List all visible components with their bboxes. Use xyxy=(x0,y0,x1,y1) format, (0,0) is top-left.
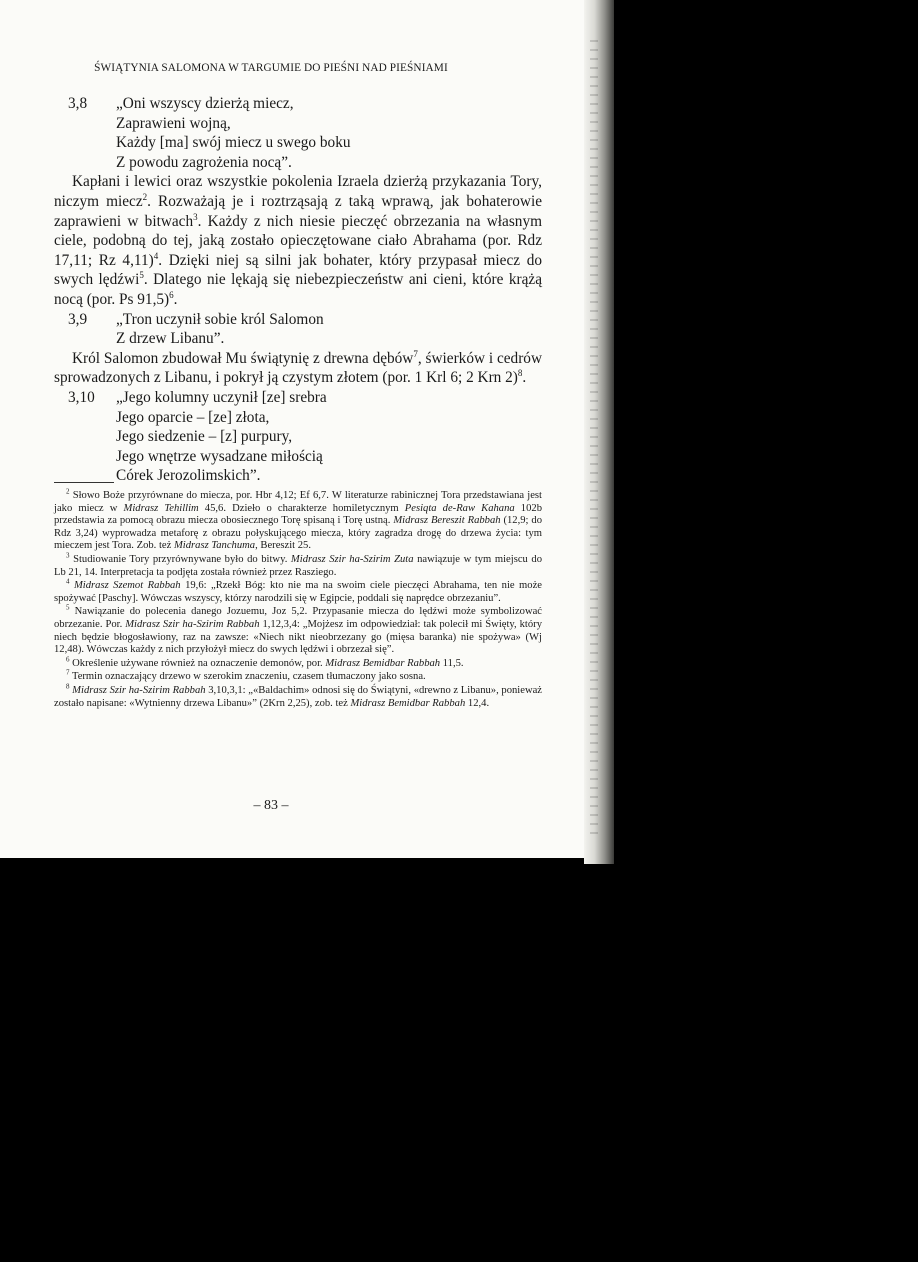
text-run: Słowo Boże przyrównane do miecza, por. Hbr 4,12; Ef 6,7. W literaturze rabinicznej Tora przedstawiana jest jako miecz w xyxy=(54,490,542,514)
text-run: . Dzięki niej są silni jak bohater, który przypasał miecz do swych lędźwi xyxy=(54,251,542,289)
text-run: Termin oznaczający drzewo w szerokim znaczeniu, czasem tłumaczony jako sosna. xyxy=(71,671,426,683)
italic-title: Midrasz Tanchuma xyxy=(173,540,256,552)
verse-lines xyxy=(116,310,542,349)
footnote-reference: 5 xyxy=(139,270,144,281)
text-run: Określenie używane również na oznaczenie demonów, por. xyxy=(72,657,326,669)
footnote-reference: 7 xyxy=(413,348,418,359)
footnote xyxy=(54,551,542,579)
footnote-reference: 6 xyxy=(169,289,174,300)
footnote-number: 3 xyxy=(66,551,70,560)
footnote-number: 4 xyxy=(66,577,70,586)
text-run: 11,5. xyxy=(440,657,464,669)
verse-line: Z powodu zagrożenia nocą”. xyxy=(116,153,292,171)
text-run: nawiązuje w tym miejscu do Lb 21, 14. Interpretacja ta podjęta została również przez Rasziego. xyxy=(54,553,542,578)
verse-block xyxy=(54,388,542,486)
italic-title: Midrasz Szemot Rabbah xyxy=(73,580,181,592)
text-run: Król Salomon zbudował Mu świątynię z drewna dębów xyxy=(72,349,414,367)
verse-line: Jego siedzenie – [z] purpury, xyxy=(116,428,293,446)
italic-title: Pesiqta de-Raw Kahana xyxy=(404,502,515,514)
verse-line: Jego oparcie – [ze] złota, xyxy=(116,408,270,426)
footnote xyxy=(54,603,543,656)
verse-line: Każdy [ma] swój miecz u swego boku xyxy=(116,134,351,152)
book-page xyxy=(0,0,595,858)
text-run: Studiowanie Tory przyrównywane było do bitwy. xyxy=(73,553,291,565)
italic-title: Midrasz Szir ha-Szirim Rabbah xyxy=(72,684,206,696)
verse-number: 3,9 xyxy=(68,310,88,328)
verse-line: Zaprawieni wojną, xyxy=(116,114,231,132)
verse-lines xyxy=(116,388,542,486)
footnote-number: 2 xyxy=(66,487,70,496)
text-run: . xyxy=(173,290,178,308)
verse-line: Z drzew Libanu”. xyxy=(116,330,225,348)
book-spine-texture xyxy=(590,40,598,840)
text-run: 45,6. Dzieło o charakterze homiletycznym xyxy=(198,502,405,514)
footnote-number: 7 xyxy=(66,668,70,677)
text-run: Nawiązanie do polecenia danego Jozuemu, Joz 5,2. Przypasanie miecza do lędźwi może symbolizować obrzezanie. Por. xyxy=(54,606,542,630)
verse-block xyxy=(54,94,542,172)
verse-line: „Tron uczynił sobie król Salomon xyxy=(116,310,324,328)
verse-number: 3,10 xyxy=(68,388,95,406)
footnote xyxy=(54,668,542,684)
commentary-paragraph xyxy=(54,172,542,309)
italic-title: Midrasz Szir ha-Szirim Zuta xyxy=(290,553,414,565)
text-run: . Rozważają je i roztrząsają z taką wprawą, jak bohaterowie zaprawieni w bitwach xyxy=(54,192,542,230)
italic-title: Midrasz Bereszit Rabbah xyxy=(393,515,501,527)
footnote-reference: 2 xyxy=(142,191,148,202)
footnote-number: 8 xyxy=(66,682,70,691)
footnotes xyxy=(54,487,543,711)
footnote xyxy=(54,682,542,710)
italic-title: Midrasz Bemidbar Rabbah xyxy=(350,697,466,709)
footnote xyxy=(54,655,542,671)
footnote-reference: 8 xyxy=(517,368,523,379)
verse-block xyxy=(54,310,542,349)
text-run: 102b przedstawia za pomocą obrazu miecza obosiecznego Torę spisaną i Torę ustną. xyxy=(54,502,542,527)
text-run: 19,6: „Rzekł Bóg: kto nie ma na swoim ciele pieczęci Abrahama, ten nie może spożywać [Paschy]. Wówczas wszyscy, którzy narodzili się w Egipcie, poddali się naprędce obrzezaniu”. xyxy=(54,580,542,604)
verse-lines xyxy=(116,94,542,172)
verse-line: Córek Jerozolimskich”. xyxy=(116,467,261,485)
verse-line: „Jego kolumny uczynił [ze] srebra xyxy=(116,388,327,406)
text-run: . xyxy=(522,369,527,387)
text-run: . Każdy z nich niesie pieczęć obrzezania na własnym ciele, podobną do tej, jaką zostało opieczętowane ciało Abrahama (por. Rdz 17,11; Rz 4,11) xyxy=(54,212,542,269)
footnote-reference: 3 xyxy=(193,211,198,222)
text-run: Kapłani i lewici oraz wszystkie pokolenia Izraela dzierżą przykazania Tory, niczym miecz xyxy=(54,173,542,210)
italic-title: Midrasz Bemidbar Rabbah xyxy=(325,657,441,669)
text-run: . Dlatego nie lękają się niebezpieczeństw ani cieni, które krążą nocą (por. Ps 91,5) xyxy=(54,271,543,308)
footnote-separator xyxy=(54,482,114,483)
footnote-reference: 4 xyxy=(153,250,159,261)
text-run: 1,12,3,4: „Mojżesz im odpowiedział: tak polecił mi Święty, który niech będzie błogosławiony, raz na zawsze: «Niech nikt nieobrzezany go (mięsa baranka) nie spożywa» (Wj 12,48). Wówczas każdy z nich przyłożył miecz do swych lędźwi i obrzezał się”. xyxy=(54,618,543,656)
text-run: 12,4. xyxy=(465,697,490,709)
text-run: , Bereszit 25. xyxy=(255,540,312,552)
running-head: ŚWIĄTYNIA SALOMONA W TARGUMIE DO PIEŚNI NAD PIEŚNIAMI xyxy=(94,62,448,74)
text-run: (12,9; do Rdz 3,24) wyprowadza metaforę z obrazu połyskującego miecza, który zagradza drogę do drzewa życia: tym mieczem jest Tora. Zob. też xyxy=(54,515,542,552)
main-text xyxy=(54,94,542,486)
page-number: – 83 – xyxy=(253,798,289,813)
footnote-number: 6 xyxy=(66,655,70,664)
text-run: , świerków i cedrów sprowadzonych z Libanu, i pokrył ją czystym złotem (por. 1 Krl 6; 2 Krn 2) xyxy=(54,349,542,387)
verse-number: 3,8 xyxy=(68,95,88,112)
footnote xyxy=(54,577,542,605)
footnote xyxy=(54,487,542,553)
footnote-number: 5 xyxy=(66,603,70,612)
commentary-paragraph xyxy=(54,349,542,388)
italic-title: Midrasz Szir ha-Szirim Rabbah xyxy=(125,618,260,630)
text-run: 3,10,3,1: „«Baldachim» odnosi się do Świątyni, «drewno z Libanu», ponieważ zostało napisane: «Wytnienny drzewa Libanu»” (2Krn 2,25), zob. też xyxy=(54,684,542,709)
italic-title: Midrasz Tehillim xyxy=(123,502,199,514)
verse-line: „Oni wszyscy dzierżą miecz, xyxy=(116,95,294,112)
book-spine-shadow xyxy=(584,0,614,864)
verse-line: Jego wnętrze wysadzane miłością xyxy=(116,447,323,465)
